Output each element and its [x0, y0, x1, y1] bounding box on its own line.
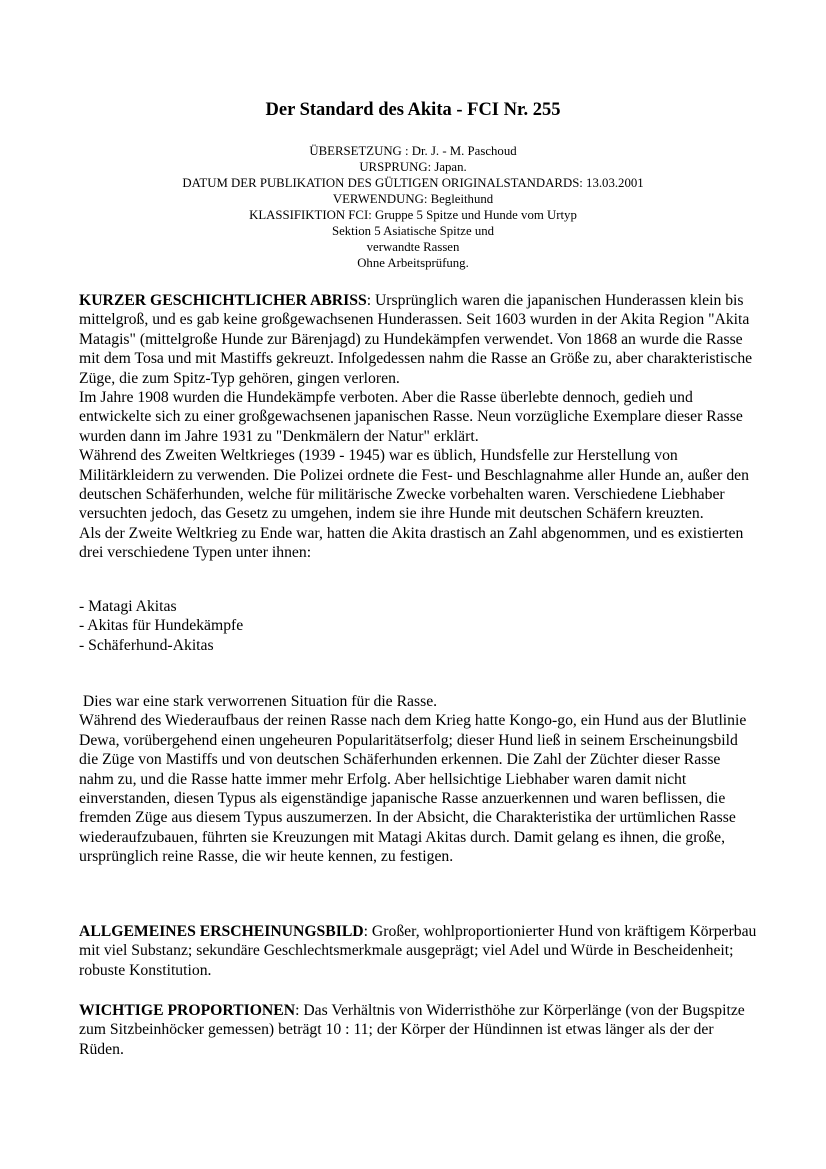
proportions-paragraph: [79, 1001, 759, 1059]
history-paragraph-2: Im Jahre 1908 wurden die Hundekämpfe verboten. Aber die Rasse überlebte dennoch, gedieh und entwickelte sich zu einer großgewachsenen japanischen Rasse. Neun vorzügliche Exemplare dieser Rasse wurden dann im Jahre 1931 zu "Denkmälern der Natur" erklärt.: [79, 389, 743, 445]
meta-section-cont: verwandte Rassen: [366, 240, 460, 254]
appearance-text: : Großer, wohlproportionierter Hund von kräftigem Körperbau mit viel Substanz; sekundäre Geschlechtsmerkmale ausgeprägt; viel Adel und Würde in Bescheidenheit; robuste Konstitution.: [79, 923, 757, 979]
meta-publication-date: DATUM DER PUBLIKATION DES GÜLTIGEN ORIGINALSTANDARDS: 13.03.2001: [182, 176, 644, 190]
document-meta: [0, 143, 826, 271]
list-item: - Schäferhund-Akitas: [79, 636, 214, 654]
proportions-text: : Das Verhältnis von Widerristhöhe zur Körperlänge (von der Bugspitze zum Sitzbeinhöcker gemessen) beträgt 10 : 11; der Körper der Hündinnen ist etwas länger als der der Rüden.: [79, 1002, 745, 1058]
types-list: [79, 597, 759, 655]
history-paragraph-5: Dies war eine stark verworrenen Situation für die Rasse.: [79, 693, 438, 710]
history-paragraph-6: Während des Wiederaufbaus der reinen Rasse nach dem Krieg hatte Kongo-go, ein Hund aus der Blutlinie Dewa, vorübergehend einen ungeheuren Popularitätserfolg; dieser Hund ließ in seinem Erscheinungsbild die Züge von Mastiffs und von deutschen Schäferhunden erkennen. Die Zahl der Züchter dieser Rasse nahm zu, und die Rasse hatte immer mehr Erfolg. Aber hellsichtige Liebhaber waren damit nicht einverstanden, diesen Typus als eigenständige japanische Rasse anzuerkennen und waren beflissen, die fremden Züge aus diesem Typus auszumerzen. In der Absicht, die Charakteristika der urtümlichen Rasse wiederaufzubauen, führten sie Kreuzungen mit Matagi Akitas durch. Damit gelang es ihnen, die große, ursprünglich reine Rasse, die wir heute kennen, zu festigen.: [79, 712, 747, 866]
history-continued: [79, 692, 759, 867]
meta-usage: VERWENDUNG: Begleithund: [332, 192, 494, 206]
document-title: Der Standard des Akita - FCI Nr. 255: [265, 100, 561, 120]
history-intro-paragraph: [79, 291, 759, 388]
meta-translation: ÜBERSETZUNG : Dr. J. - M. Paschoud: [309, 144, 517, 158]
list-item: - Akitas für Hundekämpfe: [79, 617, 244, 635]
appearance-paragraph: [79, 922, 759, 980]
history-intro-text: : Ursprünglich waren die japanischen Hunderassen klein bis mittelgroß, und es gab keine großgewachsenen Hunderassen. Seit 1603 wurden in der Akita Region "Akita Matagis" (mittelgroße Hunde zur Bärenjagd) zu Hundekämpfen verwendet. Von 1868 an wurde die Rasse mit dem Tosa und mit Mastiffs gekreuzt. Infolgedessen nahm die Rasse an Größe zu, aber charakteristische Züge, die zum Spitz-Typ gehören, gingen verloren.: [79, 292, 753, 387]
meta-working-trial: Ohne Arbeitsprüfung.: [357, 256, 469, 270]
meta-section: Sektion 5 Asiatische Spitze und: [331, 224, 495, 238]
meta-origin: URSPRUNG: Japan.: [359, 160, 467, 174]
history-paragraph-4: Als der Zweite Weltkrieg zu Ende war, hatten die Akita drastisch an Zahl abgenommen, und es existierten drei verschiedene Typen unter ihnen:: [79, 524, 744, 562]
history-paragraph-3: Während des Zweiten Weltkrieges (1939 - 1945) war es üblich, Hundsfelle zur Herstellung von Militärkleidern zu verwenden. Die Polizei ordnete die Fest- und Beschlagnahme aller Hunde an, außer den deutschen Schäferhunden, welche für militärische Zwecke vorbehalten waren. Verschiedene Liebhaber versuchten jedoch, das Gesetz zu umgehen, indem sie ihre Hunde mit deutschen Schäfern kreuzten.: [79, 447, 749, 523]
appearance-heading: ALLGEMEINES ERSCHEINUNGSBILD: [79, 923, 364, 940]
history-section: [79, 291, 759, 563]
proportions-heading: WICHTIGE PROPORTIONEN: [79, 1002, 296, 1019]
appearance-section: [79, 922, 759, 980]
meta-classification: KLASSIFIKTION FCI: Gruppe 5 Spitze und Hunde vom Urtyp: [249, 208, 577, 222]
list-item: - Matagi Akitas: [79, 598, 177, 615]
history-heading: KURZER GESCHICHTLICHER ABRISS: [79, 292, 367, 309]
proportions-section: [79, 1001, 759, 1059]
